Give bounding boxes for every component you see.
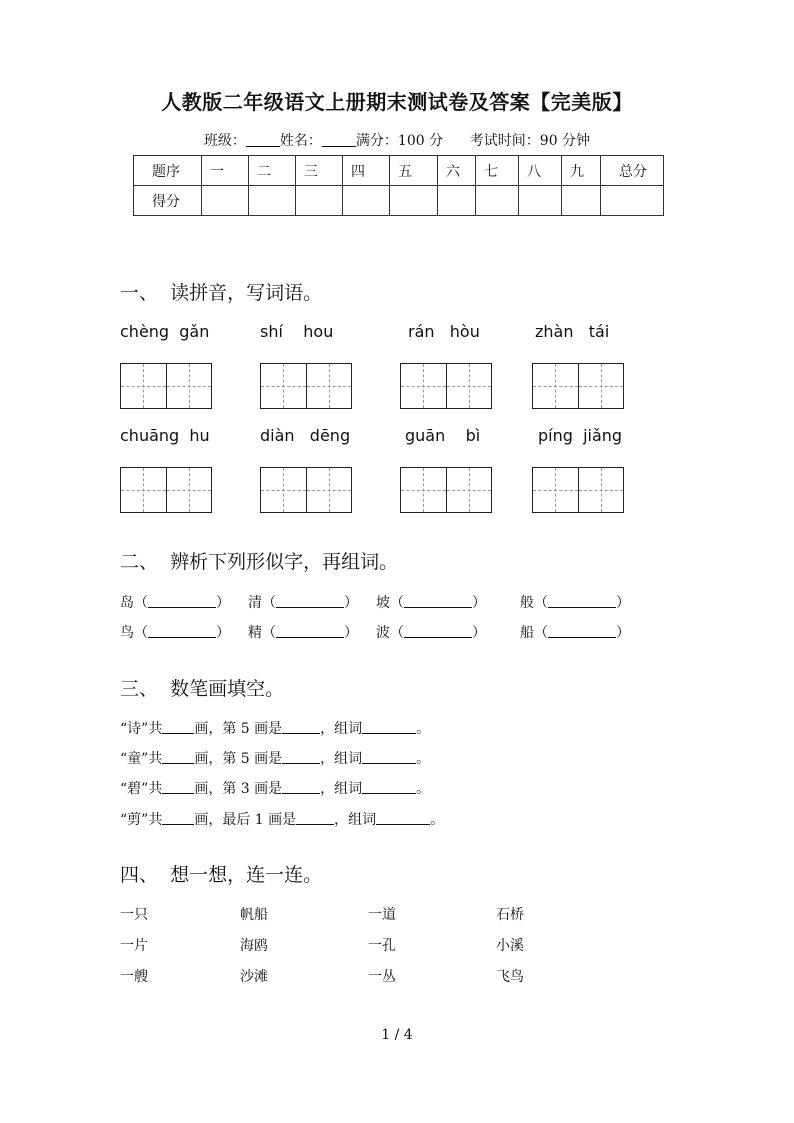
stroke-count-row	[120, 809, 444, 829]
page-title: 人教版二年级语文上册期末测试卷及答案【完美版】	[161, 90, 633, 114]
answer-blank[interactable]	[276, 594, 344, 608]
match-item[interactable]: 一只	[120, 907, 148, 923]
close-paren: ）	[216, 595, 230, 611]
score-input-cell[interactable]	[249, 186, 296, 216]
score-cell-header: 五	[390, 156, 438, 186]
similar-char-item	[520, 622, 630, 642]
similar-char-item	[120, 592, 230, 612]
match-item[interactable]: 帆船	[240, 907, 268, 923]
match-item[interactable]: 小溪	[496, 938, 524, 954]
stroke-end-text: ，组词	[320, 781, 363, 797]
period: 。	[430, 812, 445, 828]
open-paren: （	[534, 595, 548, 611]
match-item[interactable]: 一片	[120, 938, 148, 954]
full-score: 满分：100 分	[355, 133, 444, 149]
score-cell-header: 六	[438, 156, 476, 186]
stroke-count-row	[120, 778, 430, 798]
match-item[interactable]: 一孔	[368, 938, 396, 954]
close-paren: ）	[216, 625, 230, 641]
open-paren: （	[534, 625, 548, 641]
section-1-title: 一、 读拼音，写词语。	[120, 282, 323, 304]
answer-blank[interactable]	[148, 624, 216, 638]
stroke-char: “诗”共	[120, 721, 163, 737]
writing-grid[interactable]	[532, 467, 624, 513]
score-cell-header: 一	[202, 156, 249, 186]
pinyin-label: chuāng hu	[120, 426, 210, 445]
score-table-score-row	[134, 186, 664, 216]
similar-char: 清	[248, 595, 262, 611]
pinyin-label: guān bì	[405, 426, 481, 445]
match-item[interactable]: 海鸥	[240, 938, 268, 954]
stroke-mid-text: 画，第 5 画是	[194, 721, 283, 737]
score-input-cell[interactable]	[476, 186, 519, 216]
section-2-title: 二、 辨析下列形似字，再组词。	[120, 551, 399, 573]
stroke-count-blank[interactable]	[162, 811, 194, 825]
similar-char-item	[120, 622, 230, 642]
score-cell-header: 七	[476, 156, 519, 186]
stroke-mid-text: 画，第 3 画是	[194, 781, 283, 797]
close-paren: ）	[472, 625, 486, 641]
pinyin-label: rán hòu	[408, 322, 480, 341]
pinyin-label: diàn dēng	[260, 426, 351, 445]
similar-char: 鸟	[120, 625, 134, 641]
score-input-cell[interactable]	[202, 186, 249, 216]
section-4-title: 四、 想一想，连一连。	[120, 864, 323, 886]
score-row-label: 得分	[134, 186, 202, 216]
close-paren: ）	[472, 595, 486, 611]
open-paren: （	[262, 595, 276, 611]
similar-char: 坡	[376, 595, 390, 611]
word-blank[interactable]	[362, 720, 416, 734]
stroke-count-blank[interactable]	[162, 720, 194, 734]
answer-blank[interactable]	[148, 594, 216, 608]
score-cell-header: 八	[519, 156, 562, 186]
answer-blank[interactable]	[404, 594, 472, 608]
close-paren: ）	[344, 595, 358, 611]
writing-grid[interactable]	[532, 363, 624, 409]
open-paren: （	[390, 595, 404, 611]
stroke-name-blank[interactable]	[296, 811, 334, 825]
similar-char-item	[248, 622, 358, 642]
score-input-cell[interactable]	[343, 186, 390, 216]
stroke-count-blank[interactable]	[162, 750, 194, 764]
score-input-cell[interactable]	[601, 186, 664, 216]
name-blank[interactable]	[322, 132, 356, 147]
writing-grid[interactable]	[120, 363, 212, 409]
score-cell-header: 二	[249, 156, 296, 186]
match-item[interactable]: 一丛	[368, 969, 396, 985]
writing-grid[interactable]	[120, 467, 212, 513]
stroke-mid-text: 画，第 5 画是	[194, 751, 283, 767]
similar-char: 船	[520, 625, 534, 641]
answer-blank[interactable]	[276, 624, 344, 638]
open-paren: （	[134, 595, 148, 611]
exam-time: 考试时间：90 分钟	[469, 133, 591, 149]
pinyin-label: chèng gǎn	[120, 322, 210, 341]
exam-info	[0, 130, 794, 150]
score-input-cell[interactable]	[519, 186, 562, 216]
stroke-end-text: ，组词	[334, 812, 377, 828]
score-table	[133, 155, 664, 216]
stroke-char: “童”共	[120, 751, 163, 767]
stroke-name-blank[interactable]	[282, 750, 320, 764]
word-blank[interactable]	[376, 811, 430, 825]
stroke-name-blank[interactable]	[282, 780, 320, 794]
word-blank[interactable]	[362, 780, 416, 794]
answer-blank[interactable]	[548, 594, 616, 608]
close-paren: ）	[616, 625, 630, 641]
page-number: 1 / 4	[381, 1027, 413, 1043]
period: 。	[416, 781, 431, 797]
class-label: 班级：	[203, 133, 246, 149]
stroke-end-text: ，组词	[320, 751, 363, 767]
score-input-cell[interactable]	[296, 186, 343, 216]
match-item[interactable]: 石桥	[496, 907, 524, 923]
stroke-name-blank[interactable]	[282, 720, 320, 734]
score-input-cell[interactable]	[438, 186, 476, 216]
similar-char-item	[376, 592, 486, 612]
score-cell-header: 总分	[601, 156, 664, 186]
close-paren: ）	[344, 625, 358, 641]
score-cell-header: 三	[296, 156, 343, 186]
stroke-mid-text: 画，最后 1 画是	[194, 812, 297, 828]
stroke-end-text: ，组词	[320, 721, 363, 737]
close-paren: ）	[616, 595, 630, 611]
similar-char: 岛	[120, 595, 134, 611]
match-item[interactable]: 一道	[368, 907, 396, 923]
class-blank[interactable]	[246, 132, 280, 147]
match-item[interactable]: 飞鸟	[496, 969, 524, 985]
stroke-count-blank[interactable]	[162, 780, 194, 794]
period: 。	[416, 721, 431, 737]
section-3-title: 三、 数笔画填空。	[120, 678, 285, 700]
pinyin-label: píng jiǎng	[538, 426, 623, 445]
stroke-char: “剪”共	[120, 812, 163, 828]
similar-char: 般	[520, 595, 534, 611]
answer-blank[interactable]	[548, 624, 616, 638]
open-paren: （	[262, 625, 276, 641]
score-cell-header: 四	[343, 156, 390, 186]
similar-char: 波	[376, 625, 390, 641]
similar-char-item	[248, 592, 358, 612]
score-table-header-row	[134, 156, 664, 186]
answer-blank[interactable]	[404, 624, 472, 638]
score-input-cell[interactable]	[390, 186, 438, 216]
score-input-cell[interactable]	[562, 186, 601, 216]
match-item[interactable]: 一艘	[120, 969, 148, 985]
stroke-count-row	[120, 718, 430, 738]
similar-char-item	[376, 622, 486, 642]
word-blank[interactable]	[362, 750, 416, 764]
pinyin-label: shí hou	[260, 322, 334, 341]
writing-grid[interactable]	[400, 363, 492, 409]
writing-grid[interactable]	[400, 467, 492, 513]
match-item[interactable]: 沙滩	[240, 969, 268, 985]
open-paren: （	[390, 625, 404, 641]
stroke-char: “碧”共	[120, 781, 163, 797]
pinyin-label: zhàn tái	[535, 322, 610, 341]
open-paren: （	[134, 625, 148, 641]
score-cell-header: 九	[562, 156, 601, 186]
name-label: 姓名：	[279, 133, 322, 149]
writing-grid[interactable]	[260, 467, 352, 513]
similar-char-item	[520, 592, 630, 612]
writing-grid[interactable]	[260, 363, 352, 409]
period: 。	[416, 751, 431, 767]
score-cell-header: 题序	[134, 156, 202, 186]
similar-char: 精	[248, 625, 262, 641]
stroke-count-row	[120, 748, 430, 768]
